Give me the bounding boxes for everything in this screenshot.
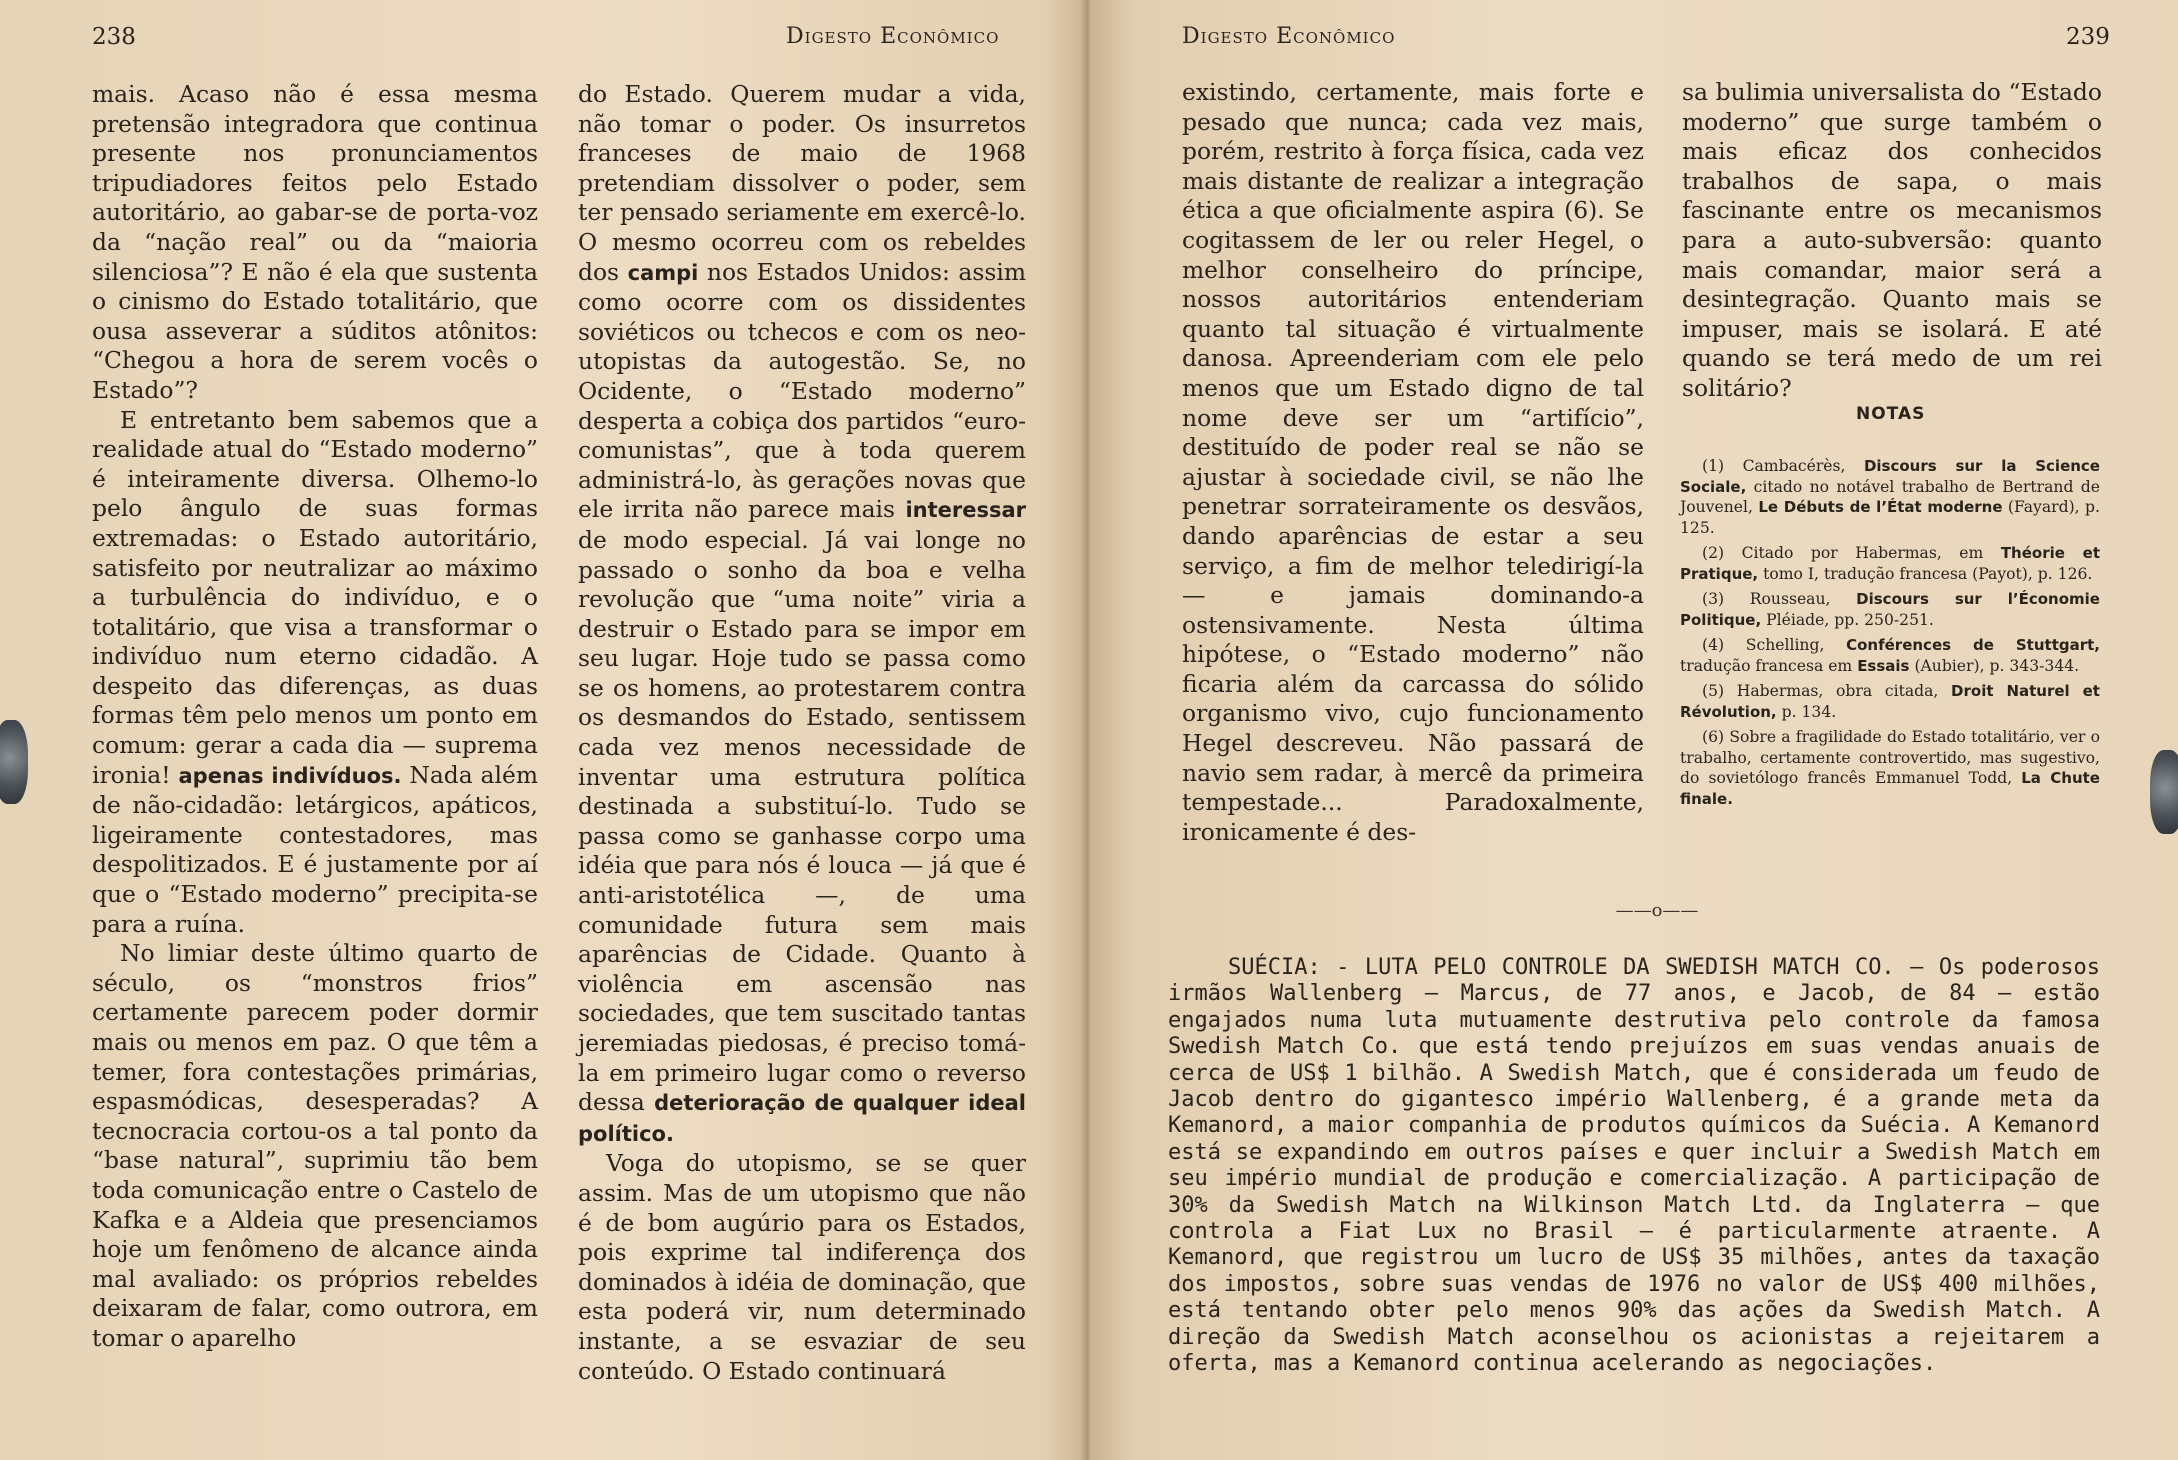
news-title: SUÉCIA: - LUTA PELO CONTROLE DA SWEDISH MATCH CO. — [1228, 955, 1895, 980]
left-column-2 — [578, 80, 1026, 1386]
bold-phrase: deterioração de qualquer ideal político. — [578, 1091, 1026, 1146]
paragraph: No limiar deste último quarto de século, os “monstros frios” certamente parecem poder dormir mais ou menos em paz. O que têm a temer, fora contestações primárias, espasmódicas, desesperadas? A tecnocracia cortou-os a tal ponto da “base natural”, suprimiu tão bem toda comunicação entre o Castelo de Kafka e a Aldeia que presenciamos hoje um fenômeno de alcance ainda mal avaliado: os próprios rebeldes deixaram de falar, como outrora, em tomar o aparelho — [92, 939, 538, 1352]
note-item: (2) Citado por Habermas, em Théorie et Pratique, tomo I, tradução francesa (Payot), p. 126. — [1680, 544, 2101, 583]
note-item: (3) Rousseau, Discours sur l’Économie Politique, Pléiade, pp. 250-251. — [1680, 590, 2100, 629]
paragraph: Voga do utopismo, se se quer assim. Mas de um utopismo que não é de bom augúrio para os Estados, pois exprime tal indiferença dos dominados à idéia de dominação, que esta poderá vir, num determinado instante, a se esvaziar de seu conteúdo. O Estado continuará — [578, 1149, 1026, 1385]
note-item: (6) Sobre a fragilidade do Estado totalitário, ver o trabalho, certamente controvertido, mas sugestivo, do sovietólogo francês Emmanuel Todd, La Chute finale. — [1680, 728, 2100, 808]
note-item: (1) Cambacérès, Discours sur la Science Sociale, citado no notável trabalho de Bertrand de Jouvenel, Le Débuts de l’État moderne (Fayard), p. 125. — [1680, 457, 2100, 537]
paragraph: E entretanto bem sabemos que a realidade atual do “Estado moderno” é inteiramente diversa. Olhemo-lo pelo ângulo de suas formas extremadas: o Estado autoritário, satisfeito por neutralizar ao máximo a turbulência do indivíduo, e o totalitário, que visa a transformar o indivíduo num eterno cidadão. A despeito das diferenças, as duas formas têm pelo menos um ponto em comum: gerar a cada dia — suprema ironia! apenas indivíduos. Nada além de não-cidadão: letárgicos, apáticos, ligeiramente contestadores, mas despolitizados. E é justamente por aí que o “Estado moderno” precipita-se para a ruína. — [92, 405, 539, 938]
news-body: — Os poderosos irmãos Wallenberg — Marcus, de 77 anos, e Jacob, de 84 — estão engajados numa luta mutuamente destrutiva pelo controle da famosa Swedish Match Co. que está tendo prejuízos em suas vendas anuais de cerca de US$ 1 bilhão. A Swedish Match, que é considerada um feudo de Jacob dentro do gigantesco império Wallenberg, é a grande meta da Kemanord, a maior companhia de produtos químicos da Suécia. A Kemanord está se expandindo em outros países e quer incluir a Swedish Match em seu império mundial de produção e comercialização. A participação de 30% da Swedish Match na Wilkinson Match Ltd. da Inglaterra — que controla a Fiat Lux no Brasil — é particularmente atraente. A Kemanord, que registrou um lucro de US$ 35 milhões, antes da taxação dos impostos, sobre suas vendas de 1976 no valor de US$ 400 milhões, está tentando obter pelo menos 90% das ações da Swedish Match. A direção da Swedish Match aconselhou os acionistas a rejeitarem a oferta, mas a Kemanord continua acelerando as negociações. — [1168, 955, 2100, 1377]
bold-phrase: campi — [627, 260, 699, 285]
section-separator: ——o—— — [1615, 900, 1699, 921]
right-column-2 — [1682, 78, 2102, 404]
news-item — [1168, 955, 2100, 1378]
notes-heading: NOTAS — [1856, 404, 1926, 424]
left-column-1 — [92, 80, 538, 1354]
paragraph: do Estado. Querem mudar a vida, não tomar o poder. Os insurretos franceses de maio de 1968 pretendiam dissolver o poder, sem ter pensado seriamente em exercê-lo. O mesmo ocorreu com os rebeldes dos campi nos Estados Unidos: assim como ocorre com os dissidentes soviéticos ou tchecos e com os neo-utopistas da autogestão. Se, no Ocidente, o “Estado moderno” desperta a cobiça dos partidos “euro-comunistas”, que à toda querem administrá-lo, às gerações novas que ele irrita não parece mais interessar de modo especial. Já vai longe no passado o sonho da boa e velha revolução que “uma noite” viria a destruir o Estado para se impor em seu lugar. Hoje tudo se passa como se os homens, ao protestarem contra os desmandos do Estado, sentissem cada vez menos necessidade de inventar uma estrutura política destinada a substituí-lo. Tudo se passa como se ganhasse corpo uma idéia que para nós é louca — já que é anti-aristotélica —, de uma comunidade futura sem mais aparências de Cidade. Quanto à violência em ascensão nas sociedades, que tem suscitado tantas jeremiadas piedosas, é preciso tomá-la em primeiro lugar como o reverso dessa deterioração de qualquer ideal político. — [578, 80, 1027, 1146]
notes-list — [1680, 456, 2100, 814]
page-number-left: 238 — [92, 24, 136, 50]
note-item: (5) Habermas, obra citada, Droit Naturel et Révolution, p. 134. — [1680, 682, 2100, 721]
page-number-right: 239 — [2066, 24, 2110, 50]
paragraph: sa bulimia universalista do “Estado moderno” que surge também o mais eficaz dos conhecidos trabalhos de sapa, o mais fascinante entre os mecanismos para a auto-subversão: quanto mais comandar, maior será a desintegração. Quanto mais se impuser, mais se isolará. E até quando se terá medo de um rei solitário? — [1682, 78, 2102, 402]
note-item: (4) Schelling, Conférences de Stuttgart, tradução francesa em Essais (Aubier), p. 343-344. — [1680, 636, 2100, 675]
bold-phrase: interessar — [905, 498, 1026, 523]
binder-clip-right — [2150, 750, 2178, 834]
running-head-right: Digesto Econômico — [1182, 24, 1396, 49]
right-column-1 — [1182, 78, 1644, 847]
left-page — [0, 0, 1088, 1460]
paragraph: existindo, certamente, mais forte e pesado que nunca; cada vez mais, porém, restrito à força física, cada vez mais distante de realizar a integração ética a que oficialmente aspira (6). Se cogitassem de ler ou reler Hegel, o melhor conselheiro do príncipe, nossos autoritários entenderiam quanto tal situação é virtualmente danosa. Apreenderiam com ele pelo menos que um Estado digno de tal nome deve ser um “artifício”, destituído de poder real se não se ajustar à sociedade civil, se não lhe penetrar sorrateiramente os desvãos, dando aparências de estar a seu serviço, a fim de melhor teledirigí-la — e jamais dominando-a ostensivamente. Nesta última hipótese, o “Estado moderno” não ficaria além da carcassa do sólido organismo vivo, cujo funcionamento Hegel descreveu. Não passará de navio sem radar, à mercê da primeira tempestade... Paradoxalmente, ironicamente é des- — [1182, 78, 1644, 846]
binder-clip-left — [0, 720, 28, 804]
bold-phrase: apenas indivíduos. — [178, 763, 402, 788]
news-paragraph — [1168, 955, 2100, 1378]
running-head-left: Digesto Econômico — [786, 24, 1000, 49]
paragraph: mais. Acaso não é essa mesma pretensão integradora que continua presente nos pronunciamentos tripudiadores feitos pelo Estado autoritário, ao gabar-se de porta-voz da “nação real” ou da “maioria silenciosa”? E não é ela que sustenta o cinismo do Estado totalitário, que ousa asseverar a súditos atônitos: “Chegou a hora de serem vocês o Estado”? — [92, 80, 538, 404]
